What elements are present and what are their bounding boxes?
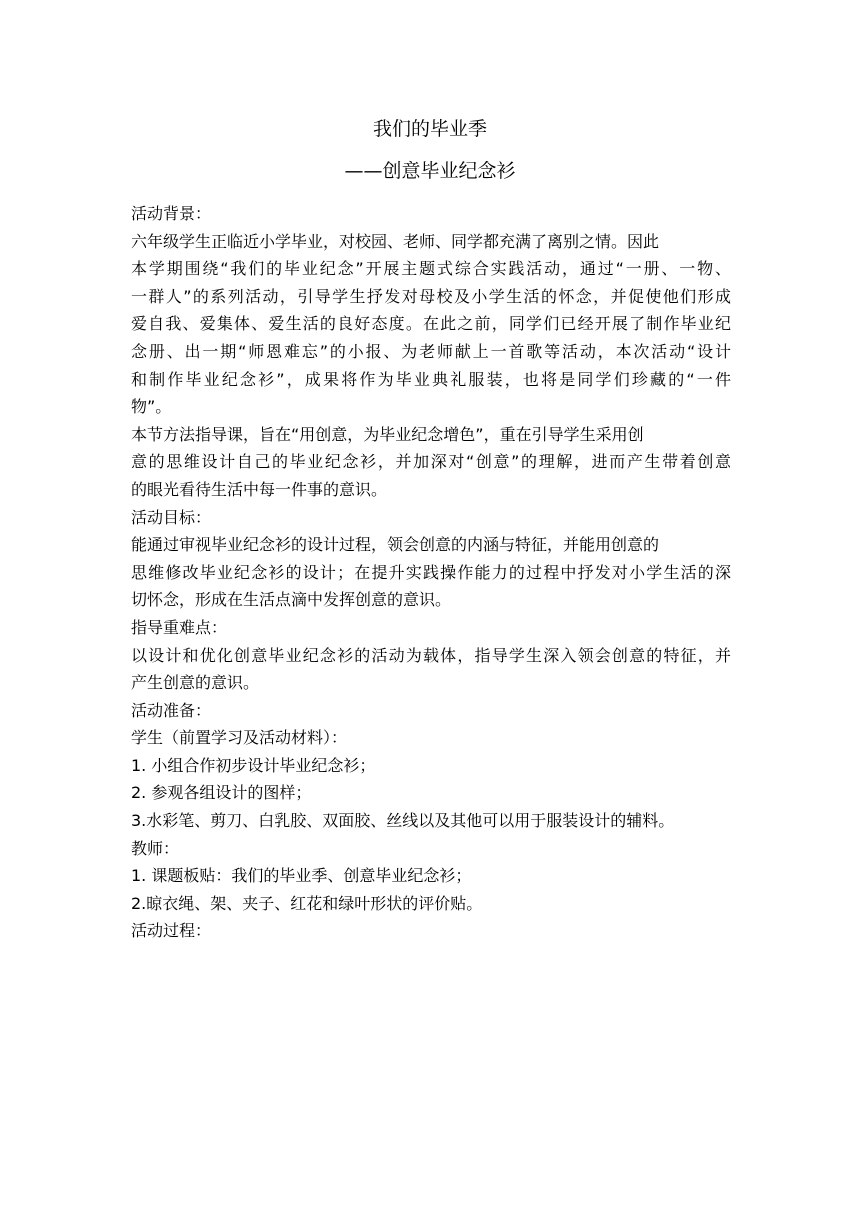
- text-line: 六年级学生正临近小学毕业，对校园、老师、同学都充满了离别之情。因此: [131, 231, 660, 251]
- text-line: 2. 参观各组设计的图样；: [131, 783, 312, 803]
- text-line: 一群人”的系列活动，引导学生抒发对母校及小学生活的怀念，并促使他们形成: [131, 286, 731, 306]
- text-line: 3.水彩笔、剪刀、白乳胶、双面胶、丝线以及其他可以用于服装设计的辅料。: [131, 811, 675, 831]
- text-line: 活动背景：: [131, 204, 212, 223]
- text-line: 以设计和优化创意毕业纪念衫的活动为载体，指导学生深入领会创意的特征，并: [131, 645, 731, 665]
- text-line: 物”。: [131, 397, 172, 417]
- text-line: 思维修改毕业纪念衫的设计；在提升实践操作能力的过程中抒发对小学生活的深: [131, 562, 731, 582]
- text-line: 活动过程：: [131, 921, 212, 941]
- text-line: 念册、出一期“师恩难忘”的小报、为老师献上一首歌等活动，本次活动“设计: [131, 341, 731, 361]
- text-line: 活动目标：: [131, 507, 212, 527]
- text-line: 2.晾衣绳、架、夹子、红花和绿叶形状的评价贴。: [131, 893, 483, 913]
- text-line: 的眼光看待生活中每一件事的意识。: [131, 479, 388, 499]
- text-line: 学生（前置学习及活动材料）：: [131, 728, 348, 748]
- text-line: 1. 小组合作初步设计毕业纪念衫；: [131, 755, 376, 775]
- document-subtitle: ——创意毕业纪念衫: [344, 160, 516, 182]
- text-line: 指导重难点：: [131, 617, 228, 637]
- document-title: 我们的毕业季: [372, 118, 487, 140]
- text-line: 活动准备：: [131, 700, 212, 720]
- text-line: 教师：: [131, 838, 180, 858]
- text-line: 能通过审视毕业纪念衫的设计过程，领会创意的内涵与特征，并能用创意的: [131, 535, 660, 555]
- document-body: [131, 200, 731, 945]
- text-line: 产生创意的意识。: [131, 673, 260, 693]
- text-line: 和制作毕业纪念衫”，成果将作为毕业典礼服装，也将是同学们珍藏的“一件: [131, 369, 731, 389]
- text-line: 意的思维设计自己的毕业纪念衫，并加深对“创意”的理解，进而产生带着创意: [131, 452, 731, 472]
- text-line: 切怀念，形成在生活点滴中发挥创意的意识。: [131, 590, 452, 610]
- text-line: 爱自我、爱集体、爱生活的良好态度。在此之前，同学们已经开展了制作毕业纪: [131, 314, 731, 334]
- text-line: 本节方法指导课，旨在“用创意，为毕业纪念增色”，重在引导学生采用创: [131, 424, 644, 444]
- text-line: 1. 课题板贴：我们的毕业季、创意毕业纪念衫；: [131, 866, 472, 886]
- text-line: 本学期围绕“我们的毕业纪念”开展主题式综合实践活动，通过“一册、一物、: [131, 259, 731, 279]
